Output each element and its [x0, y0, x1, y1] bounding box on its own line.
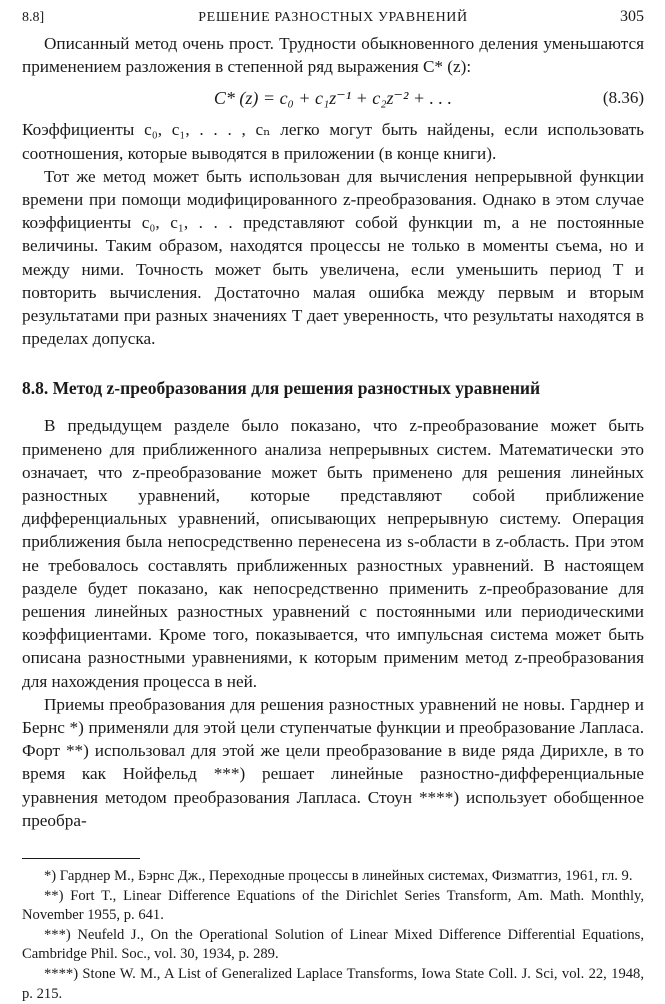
paragraph: В предыдущем разделе было показано, что z-преобразование может быть применено для приближенного анализа непрерывных систем. Математически это означает, что z-преобразование может быть применено для решения линейных разностных уравнений, которые представляют собой приближение дифференциальных уравнений, описывающих непрерывную систему. Операция приближения была непосредственно перенесена из s-области в z-область. При этом не требовалось составлять приближенных разностных уравнений. В настоящем разделе будет показано, как непосредственно применить z-преобразование для решения линейных разностных уравнений с постоянными или периодическими коэффициентами. Кроме того, показывается, что импульсная система может быть описана разностными уравнениями, к которым применим метод z-преобразования для нахождения процесса в ней.: [22, 416, 644, 691]
equation-number: (8.36): [602, 88, 644, 108]
section-number: 8.8]: [22, 10, 45, 25]
running-head: [22, 8, 644, 32]
footnote: ***) Neufeld J., On the Operational Solution of Linear Mixed Difference Differential Equations, Cambridge Phil. Soc., vol. 30, 1934, p. 289.: [22, 926, 644, 963]
intro-paragraph: Описанный метод очень прост. Трудности обыкновенного деления уменьшаются применением разложения в степенной ряд выражения C* (z):: [22, 34, 644, 77]
page-number: 305: [620, 8, 644, 25]
paragraph: Коэффициенты c₀, c₁, . . . , cₙ легко могут быть найдены, если использовать соотношения, которые выводятся в приложении (в конце книги).: [22, 120, 644, 163]
paragraph: Тот же метод может быть использован для вычисления непрерывной функции времени при помощи модифицированного z-преобразования. Однако в этом случае коэффициенты c₀, c₁, . . . представляют собой функции m, а не постоянные величины. Таким образом, находятся процессы не только в моменты съема, но и между ними. Точность может быть увеличена, если уменьшить период T и повторить вычисления. Достаточно малая ошибка между первым и вторым результатами при разных значениях T дает уверенность, что результаты находятся в пределах допуска.: [22, 166, 644, 349]
running-title: РЕШЕНИЕ РАЗНОСТНЫХ УРАВНЕНИЙ: [198, 10, 468, 25]
footnote: ****) Stone W. M., A List of Generalized Laplace Transforms, Iowa State Coll. J. Sci, vol. 22, 1948, p. 215.: [22, 966, 644, 1002]
equation-expression: C* (z) = c₀ + c₁z⁻¹ + c₂z⁻² + . . .: [213, 88, 453, 109]
book-page: [22, 8, 644, 1002]
footnotes: [22, 867, 644, 1004]
paragraph: Приемы преобразования для решения разностных уравнений не новы. Гарднер и Бернс *) применяли для этой цели ступенчатые функции и преобразование Лапласа. Форт **) использовал для этой же цели преобразование в виде ряда Дирихле, в то время как Нойфельд ***) решает линейные разностно-дифференциальные уравнения методом преобразования Лапласа. Стоун ****) использует обобщенное преобра-: [22, 694, 644, 830]
section-heading: 8.8. Метод z-преобразования для решения разностных уравнений: [22, 378, 541, 399]
footnote: **) Fort T., Linear Difference Equations of the Dirichlet Series Transform, Am. Math. Monthly, November 1955, p. 641.: [22, 887, 644, 924]
footnote-divider: [22, 858, 140, 859]
equation-8-36: [22, 82, 644, 116]
footnote: *) Гарднер М., Бэрнс Дж., Переходные процессы в линейных системах, Физматгиз, 1961, гл. 9.: [44, 868, 633, 885]
